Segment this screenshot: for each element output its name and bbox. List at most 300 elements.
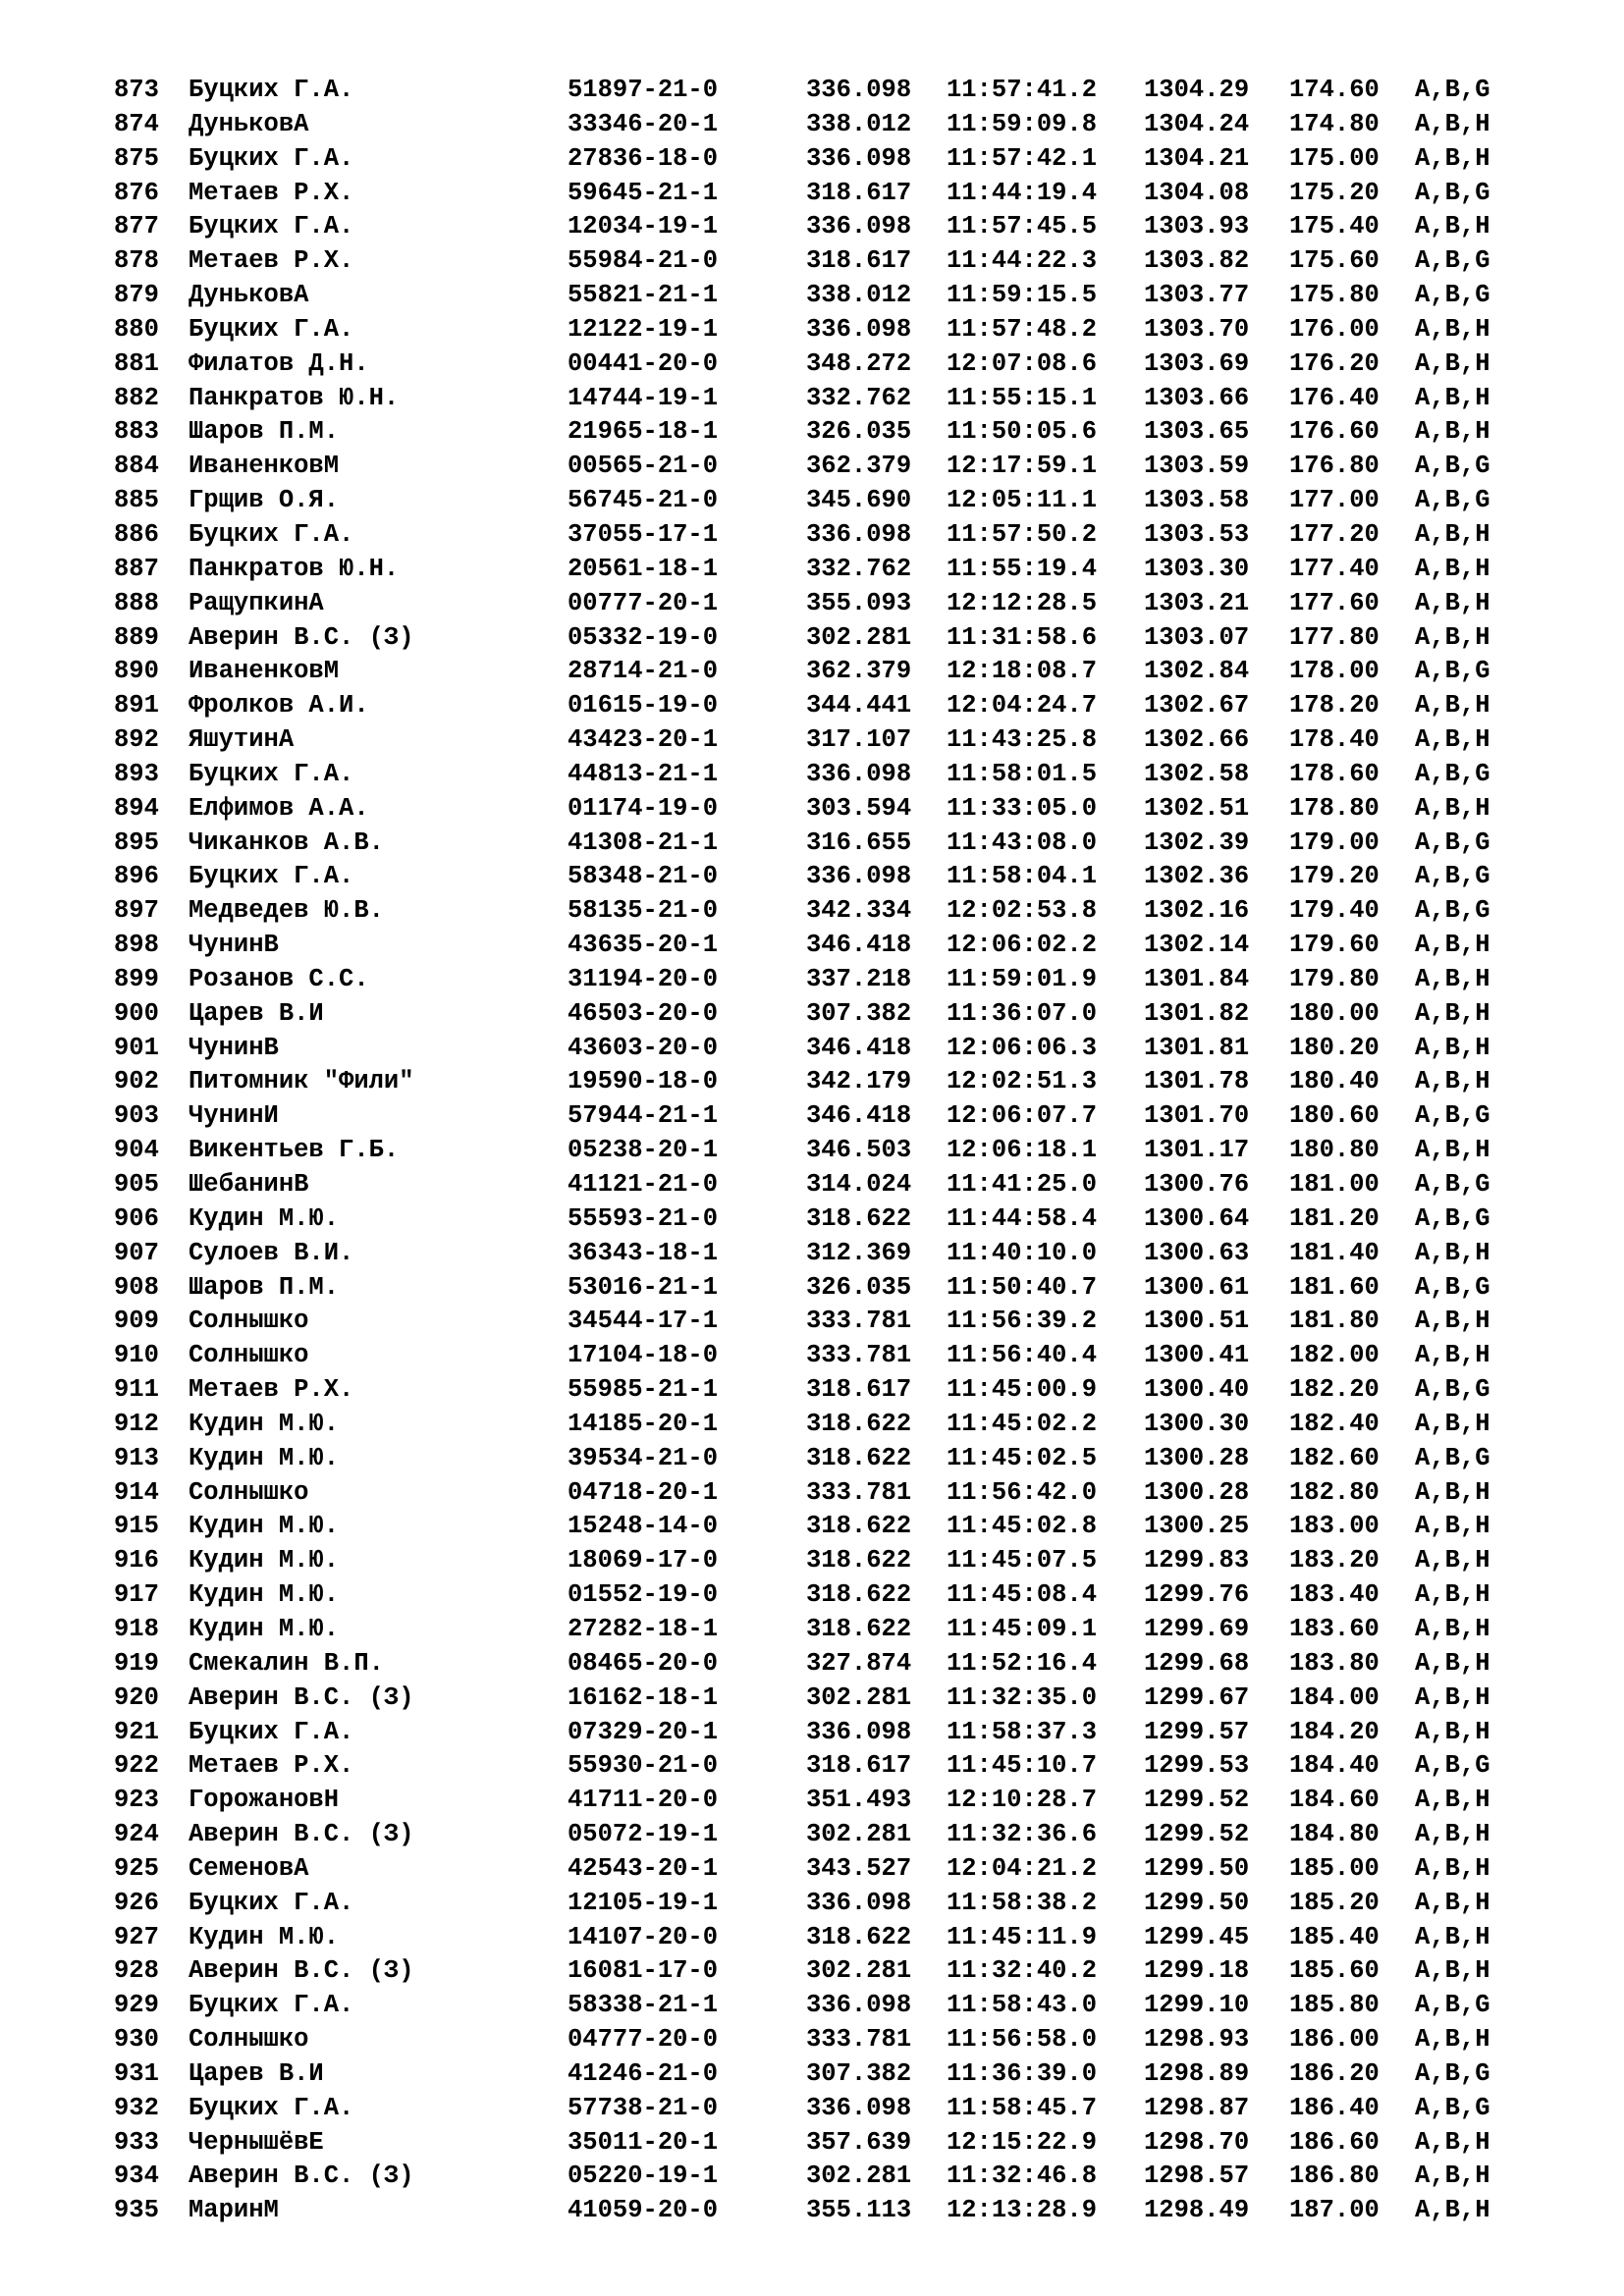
ring-number: 05332-19-0 <box>568 622 719 652</box>
fancier-name: Солнышко <box>189 1307 309 1336</box>
distance: 333.781 <box>806 1307 912 1336</box>
arrival-time: 11:36:07.0 <box>947 998 1098 1028</box>
speed: 1303.30 <box>1144 554 1250 583</box>
place-number: 930 <box>114 2025 159 2055</box>
fancier-name: Кудин М.Ю. <box>189 1203 340 1233</box>
points: 183.60 <box>1289 1614 1380 1643</box>
arrival-time: 11:57:42.1 <box>947 143 1098 173</box>
place-number: 873 <box>114 76 159 104</box>
distance: 316.655 <box>806 828 912 857</box>
arrival-time: 11:32:40.2 <box>947 1956 1098 1986</box>
place-number: 889 <box>114 622 159 652</box>
speed: 1303.07 <box>1144 622 1250 652</box>
speed: 1299.57 <box>1144 1717 1250 1746</box>
place-number: 886 <box>114 519 159 549</box>
speed: 1298.57 <box>1144 2162 1250 2191</box>
table-row <box>114 860 1523 894</box>
speed: 1299.50 <box>1144 1853 1250 1883</box>
ring-number: 04777-20-0 <box>568 2025 719 2055</box>
classes: A,B,H <box>1415 1648 1490 1678</box>
table-row <box>114 1852 1523 1887</box>
classes: A,B,H <box>1415 1786 1490 1815</box>
points: 180.40 <box>1289 1067 1380 1096</box>
table-row <box>114 792 1523 827</box>
distance: 302.281 <box>806 1956 912 1986</box>
classes: A,B,H <box>1415 2162 1490 2191</box>
table-row <box>114 1408 1523 1442</box>
table-row <box>114 450 1523 484</box>
ring-number: 18069-17-0 <box>568 1546 719 1575</box>
distance: 362.379 <box>806 452 912 481</box>
fancier-name: СеменовА <box>189 1853 309 1883</box>
arrival-time: 11:36:39.0 <box>947 2058 1098 2088</box>
points: 179.80 <box>1289 964 1380 993</box>
fancier-name: Буцких Г.А. <box>189 862 354 891</box>
ring-number: 43635-20-1 <box>568 931 719 960</box>
speed: 1301.70 <box>1144 1101 1250 1131</box>
points: 182.20 <box>1289 1375 1380 1405</box>
table-row <box>114 1032 1523 1066</box>
table-row <box>114 655 1523 689</box>
table-row <box>114 108 1523 142</box>
arrival-time: 11:33:05.0 <box>947 793 1098 823</box>
place-number: 925 <box>114 1853 159 1883</box>
classes: A,B,H <box>1415 793 1490 823</box>
ring-number: 12105-19-1 <box>568 1888 719 1917</box>
classes: A,B,H <box>1415 1307 1490 1336</box>
ring-number: 16162-18-1 <box>568 1682 719 1712</box>
distance: 307.382 <box>806 2058 912 2088</box>
classes: A,B,H <box>1415 1546 1490 1575</box>
points: 177.20 <box>1289 519 1380 549</box>
speed: 1303.82 <box>1144 246 1250 276</box>
points: 177.00 <box>1289 486 1380 515</box>
speed: 1299.52 <box>1144 1786 1250 1815</box>
speed: 1302.84 <box>1144 657 1250 686</box>
speed: 1301.17 <box>1144 1136 1250 1165</box>
table-row <box>114 1749 1523 1784</box>
fancier-name: Розанов С.С. <box>189 964 369 993</box>
table-row <box>114 313 1523 347</box>
distance: 302.281 <box>806 2162 912 2191</box>
speed: 1302.51 <box>1144 793 1250 823</box>
classes: A,B,H <box>1415 1682 1490 1712</box>
arrival-time: 11:31:58.6 <box>947 622 1098 652</box>
place-number: 874 <box>114 109 159 138</box>
table-row <box>114 1818 1523 1852</box>
ring-number: 33346-20-1 <box>568 109 719 138</box>
ring-number: 41246-21-0 <box>568 2058 719 2088</box>
fancier-name: Буцких Г.А. <box>189 76 354 104</box>
table-row <box>114 1271 1523 1306</box>
classes: A,B,G <box>1415 862 1490 891</box>
ring-number: 31194-20-0 <box>568 964 719 993</box>
table-row <box>114 177 1523 211</box>
speed: 1304.21 <box>1144 143 1250 173</box>
speed: 1303.59 <box>1144 452 1250 481</box>
distance: 345.690 <box>806 486 912 515</box>
place-number: 908 <box>114 1272 159 1302</box>
classes: A,B,H <box>1415 1409 1490 1438</box>
place-number: 901 <box>114 1033 159 1062</box>
fancier-name: Шаров П.М. <box>189 417 340 447</box>
classes: A,B,H <box>1415 691 1490 721</box>
classes: A,B,H <box>1415 931 1490 960</box>
speed: 1299.76 <box>1144 1580 1250 1610</box>
speed: 1299.10 <box>1144 1991 1250 2020</box>
place-number: 879 <box>114 281 159 310</box>
arrival-time: 12:13:28.9 <box>947 2196 1098 2225</box>
place-number: 920 <box>114 1682 159 1712</box>
fancier-name: Аверин В.С. (З) <box>189 1820 414 1849</box>
place-number: 916 <box>114 1546 159 1575</box>
speed: 1300.51 <box>1144 1307 1250 1336</box>
ring-number: 42543-20-1 <box>568 1853 719 1883</box>
ring-number: 00441-20-0 <box>568 348 719 378</box>
classes: A,B,G <box>1415 896 1490 926</box>
ring-number: 01174-19-0 <box>568 793 719 823</box>
classes: A,B,H <box>1415 519 1490 549</box>
distance: 362.379 <box>806 657 912 686</box>
fancier-name: Панкратов Ю.Н. <box>189 383 400 412</box>
distance: 332.762 <box>806 554 912 583</box>
table-row <box>114 723 1523 758</box>
points: 182.00 <box>1289 1341 1380 1370</box>
ring-number: 55985-21-1 <box>568 1375 719 1405</box>
table-row <box>114 74 1523 108</box>
distance: 314.024 <box>806 1170 912 1199</box>
classes: A,B,H <box>1415 417 1490 447</box>
speed: 1300.28 <box>1144 1477 1250 1507</box>
points: 180.00 <box>1289 998 1380 1028</box>
points: 186.00 <box>1289 2025 1380 2055</box>
table-row <box>114 894 1523 929</box>
classes: A,B,H <box>1415 998 1490 1028</box>
points: 185.40 <box>1289 1922 1380 1951</box>
distance: 336.098 <box>806 76 912 104</box>
place-number: 885 <box>114 486 159 515</box>
speed: 1300.63 <box>1144 1238 1250 1267</box>
place-number: 906 <box>114 1203 159 1233</box>
ring-number: 16081-17-0 <box>568 1956 719 1986</box>
ring-number: 05238-20-1 <box>568 1136 719 1165</box>
points: 185.60 <box>1289 1956 1380 1986</box>
table-row <box>114 2023 1523 2057</box>
points: 177.80 <box>1289 622 1380 652</box>
classes: A,B,G <box>1415 246 1490 276</box>
speed: 1299.53 <box>1144 1751 1250 1781</box>
place-number: 878 <box>114 246 159 276</box>
classes: A,B,G <box>1415 759 1490 788</box>
fancier-name: ЧернышёвЕ <box>189 2127 324 2157</box>
ring-number: 59645-21-1 <box>568 178 719 207</box>
speed: 1300.30 <box>1144 1409 1250 1438</box>
fancier-name: ГорожановН <box>189 1786 340 1815</box>
fancier-name: Аверин В.С. (З) <box>189 2162 414 2191</box>
fancier-name: Царев В.И <box>189 2058 324 2088</box>
place-number: 893 <box>114 759 159 788</box>
fancier-name: Аверин В.С. (З) <box>189 622 414 652</box>
arrival-time: 11:32:35.0 <box>947 1682 1098 1712</box>
arrival-time: 11:59:15.5 <box>947 281 1098 310</box>
place-number: 914 <box>114 1477 159 1507</box>
distance: 336.098 <box>806 2093 912 2122</box>
distance: 303.594 <box>806 793 912 823</box>
classes: A,B,G <box>1415 281 1490 310</box>
fancier-name: Метаев Р.Х. <box>189 246 354 276</box>
speed: 1299.52 <box>1144 1820 1250 1849</box>
points: 185.80 <box>1289 1991 1380 2020</box>
points: 186.20 <box>1289 2058 1380 2088</box>
arrival-time: 11:32:36.6 <box>947 1820 1098 1849</box>
fancier-name: Метаев Р.Х. <box>189 1751 354 1781</box>
ring-number: 28714-21-0 <box>568 657 719 686</box>
speed: 1300.61 <box>1144 1272 1250 1302</box>
place-number: 892 <box>114 725 159 755</box>
classes: A,B,H <box>1415 1717 1490 1746</box>
points: 183.40 <box>1289 1580 1380 1610</box>
table-row <box>114 2092 1523 2126</box>
distance: 326.035 <box>806 1272 912 1302</box>
ring-number: 05220-19-1 <box>568 2162 719 2191</box>
distance: 336.098 <box>806 143 912 173</box>
classes: A,B,H <box>1415 1614 1490 1643</box>
points: 185.20 <box>1289 1888 1380 1917</box>
ring-number: 46503-20-0 <box>568 998 719 1028</box>
place-number: 929 <box>114 1991 159 2020</box>
place-number: 896 <box>114 862 159 891</box>
table-row <box>114 1305 1523 1339</box>
arrival-time: 11:50:05.6 <box>947 417 1098 447</box>
speed: 1301.84 <box>1144 964 1250 993</box>
classes: A,B,H <box>1415 1580 1490 1610</box>
ring-number: 51897-21-0 <box>568 76 719 104</box>
speed: 1303.65 <box>1144 417 1250 447</box>
ring-number: 14107-20-0 <box>568 1922 719 1951</box>
distance: 338.012 <box>806 109 912 138</box>
arrival-time: 11:58:38.2 <box>947 1888 1098 1917</box>
points: 186.80 <box>1289 2162 1380 2191</box>
points: 176.80 <box>1289 452 1380 481</box>
points: 184.80 <box>1289 1820 1380 1849</box>
results-table <box>114 74 1523 2228</box>
distance: 318.617 <box>806 1751 912 1781</box>
arrival-time: 12:02:53.8 <box>947 896 1098 926</box>
arrival-time: 11:59:01.9 <box>947 964 1098 993</box>
speed: 1303.69 <box>1144 348 1250 378</box>
distance: 302.281 <box>806 622 912 652</box>
table-row <box>114 518 1523 553</box>
speed: 1302.39 <box>1144 828 1250 857</box>
distance: 333.781 <box>806 1341 912 1370</box>
classes: A,B,H <box>1415 1820 1490 1849</box>
arrival-time: 11:45:02.5 <box>947 1443 1098 1472</box>
classes: A,B,G <box>1415 1443 1490 1472</box>
classes: A,B,H <box>1415 1067 1490 1096</box>
arrival-time: 11:56:58.0 <box>947 2025 1098 2055</box>
speed: 1301.82 <box>1144 998 1250 1028</box>
place-number: 891 <box>114 691 159 721</box>
fancier-name: Буцких Г.А. <box>189 314 354 344</box>
classes: A,B,H <box>1415 1853 1490 1883</box>
fancier-name: Солнышко <box>189 1341 309 1370</box>
points: 187.00 <box>1289 2196 1380 2225</box>
points: 186.60 <box>1289 2127 1380 2157</box>
points: 179.40 <box>1289 896 1380 926</box>
arrival-time: 11:32:46.8 <box>947 2162 1098 2191</box>
ring-number: 41121-21-0 <box>568 1170 719 1199</box>
place-number: 933 <box>114 2127 159 2157</box>
ring-number: 05072-19-1 <box>568 1820 719 1849</box>
fancier-name: ИваненковМ <box>189 452 340 481</box>
fancier-name: Елфимов А.А. <box>189 793 369 823</box>
arrival-time: 11:58:37.3 <box>947 1717 1098 1746</box>
arrival-time: 11:56:39.2 <box>947 1307 1098 1336</box>
speed: 1300.41 <box>1144 1341 1250 1370</box>
points: 181.80 <box>1289 1307 1380 1336</box>
place-number: 911 <box>114 1375 159 1405</box>
fancier-name: Кудин М.Ю. <box>189 1580 340 1610</box>
distance: 342.179 <box>806 1067 912 1096</box>
table-row <box>114 415 1523 450</box>
speed: 1299.83 <box>1144 1546 1250 1575</box>
classes: A,B,H <box>1415 1512 1490 1541</box>
arrival-time: 11:43:08.0 <box>947 828 1098 857</box>
fancier-name: Филатов Д.Н. <box>189 348 369 378</box>
place-number: 899 <box>114 964 159 993</box>
distance: 302.281 <box>806 1820 912 1849</box>
fancier-name: ИваненковМ <box>189 657 340 686</box>
distance: 318.617 <box>806 246 912 276</box>
distance: 327.874 <box>806 1648 912 1678</box>
speed: 1300.64 <box>1144 1203 1250 1233</box>
arrival-time: 12:02:51.3 <box>947 1067 1098 1096</box>
table-row <box>114 1510 1523 1544</box>
points: 179.60 <box>1289 931 1380 960</box>
points: 175.20 <box>1289 178 1380 207</box>
table-row <box>114 382 1523 416</box>
distance: 342.334 <box>806 896 912 926</box>
table-row <box>114 827 1523 861</box>
place-number: 877 <box>114 212 159 241</box>
distance: 318.622 <box>806 1409 912 1438</box>
ring-number: 55984-21-0 <box>568 246 719 276</box>
classes: A,B,H <box>1415 383 1490 412</box>
distance: 307.382 <box>806 998 912 1028</box>
points: 178.80 <box>1289 793 1380 823</box>
ring-number: 21965-18-1 <box>568 417 719 447</box>
fancier-name: Буцких Г.А. <box>189 143 354 173</box>
speed: 1302.36 <box>1144 862 1250 891</box>
classes: A,B,H <box>1415 1956 1490 1986</box>
distance: 355.093 <box>806 588 912 617</box>
points: 176.00 <box>1289 314 1380 344</box>
arrival-time: 11:45:07.5 <box>947 1546 1098 1575</box>
distance: 351.493 <box>806 1786 912 1815</box>
speed: 1299.67 <box>1144 1682 1250 1712</box>
classes: A,B,G <box>1415 1170 1490 1199</box>
distance: 333.781 <box>806 1477 912 1507</box>
points: 174.80 <box>1289 109 1380 138</box>
table-row <box>114 997 1523 1032</box>
fancier-name: Панкратов Ю.Н. <box>189 554 400 583</box>
ring-number: 20561-18-1 <box>568 554 719 583</box>
speed: 1303.93 <box>1144 212 1250 241</box>
distance: 336.098 <box>806 314 912 344</box>
ring-number: 37055-17-1 <box>568 519 719 549</box>
classes: A,B,G <box>1415 657 1490 686</box>
fancier-name: Кудин М.Ю. <box>189 1614 340 1643</box>
arrival-time: 11:45:11.9 <box>947 1922 1098 1951</box>
distance: 346.418 <box>806 1101 912 1131</box>
classes: A,B,H <box>1415 348 1490 378</box>
ring-number: 01615-19-0 <box>568 691 719 721</box>
classes: A,B,H <box>1415 212 1490 241</box>
speed: 1299.50 <box>1144 1888 1250 1917</box>
distance: 318.617 <box>806 178 912 207</box>
classes: A,B,H <box>1415 1922 1490 1951</box>
classes: A,B,H <box>1415 1238 1490 1267</box>
place-number: 923 <box>114 1786 159 1815</box>
arrival-time: 12:06:07.7 <box>947 1101 1098 1131</box>
fancier-name: Кудин М.Ю. <box>189 1409 340 1438</box>
place-number: 876 <box>114 178 159 207</box>
distance: 332.762 <box>806 383 912 412</box>
arrival-time: 12:04:24.7 <box>947 691 1098 721</box>
table-row <box>114 621 1523 656</box>
fancier-name: ДуньковА <box>189 281 309 310</box>
speed: 1300.28 <box>1144 1443 1250 1472</box>
place-number: 903 <box>114 1101 159 1131</box>
arrival-time: 11:55:19.4 <box>947 554 1098 583</box>
points: 176.60 <box>1289 417 1380 447</box>
points: 180.80 <box>1289 1136 1380 1165</box>
table-row <box>114 244 1523 279</box>
ring-number: 58348-21-0 <box>568 862 719 891</box>
table-row <box>114 1134 1523 1168</box>
speed: 1302.16 <box>1144 896 1250 926</box>
points: 179.20 <box>1289 862 1380 891</box>
table-row <box>114 963 1523 997</box>
fancier-name: ДуньковА <box>189 109 309 138</box>
points: 176.20 <box>1289 348 1380 378</box>
distance: 343.527 <box>806 1853 912 1883</box>
ring-number: 08465-20-0 <box>568 1648 719 1678</box>
points: 181.00 <box>1289 1170 1380 1199</box>
place-number: 881 <box>114 348 159 378</box>
arrival-time: 11:58:04.1 <box>947 862 1098 891</box>
arrival-time: 11:57:50.2 <box>947 519 1098 549</box>
speed: 1298.49 <box>1144 2196 1250 2225</box>
classes: A,B,H <box>1415 1136 1490 1165</box>
ring-number: 41711-20-0 <box>568 1786 719 1815</box>
fancier-name: Кудин М.Ю. <box>189 1443 340 1472</box>
place-number: 902 <box>114 1067 159 1096</box>
place-number: 934 <box>114 2162 159 2191</box>
table-row <box>114 587 1523 621</box>
distance: 346.418 <box>806 1033 912 1062</box>
points: 174.60 <box>1289 76 1380 104</box>
points: 183.00 <box>1289 1512 1380 1541</box>
arrival-time: 12:10:28.7 <box>947 1786 1098 1815</box>
distance: 336.098 <box>806 862 912 891</box>
classes: A,B,G <box>1415 452 1490 481</box>
arrival-time: 11:45:02.8 <box>947 1512 1098 1541</box>
classes: A,B,H <box>1415 554 1490 583</box>
classes: A,B,G <box>1415 178 1490 207</box>
ring-number: 15248-14-0 <box>568 1512 719 1541</box>
ring-number: 53016-21-1 <box>568 1272 719 1302</box>
